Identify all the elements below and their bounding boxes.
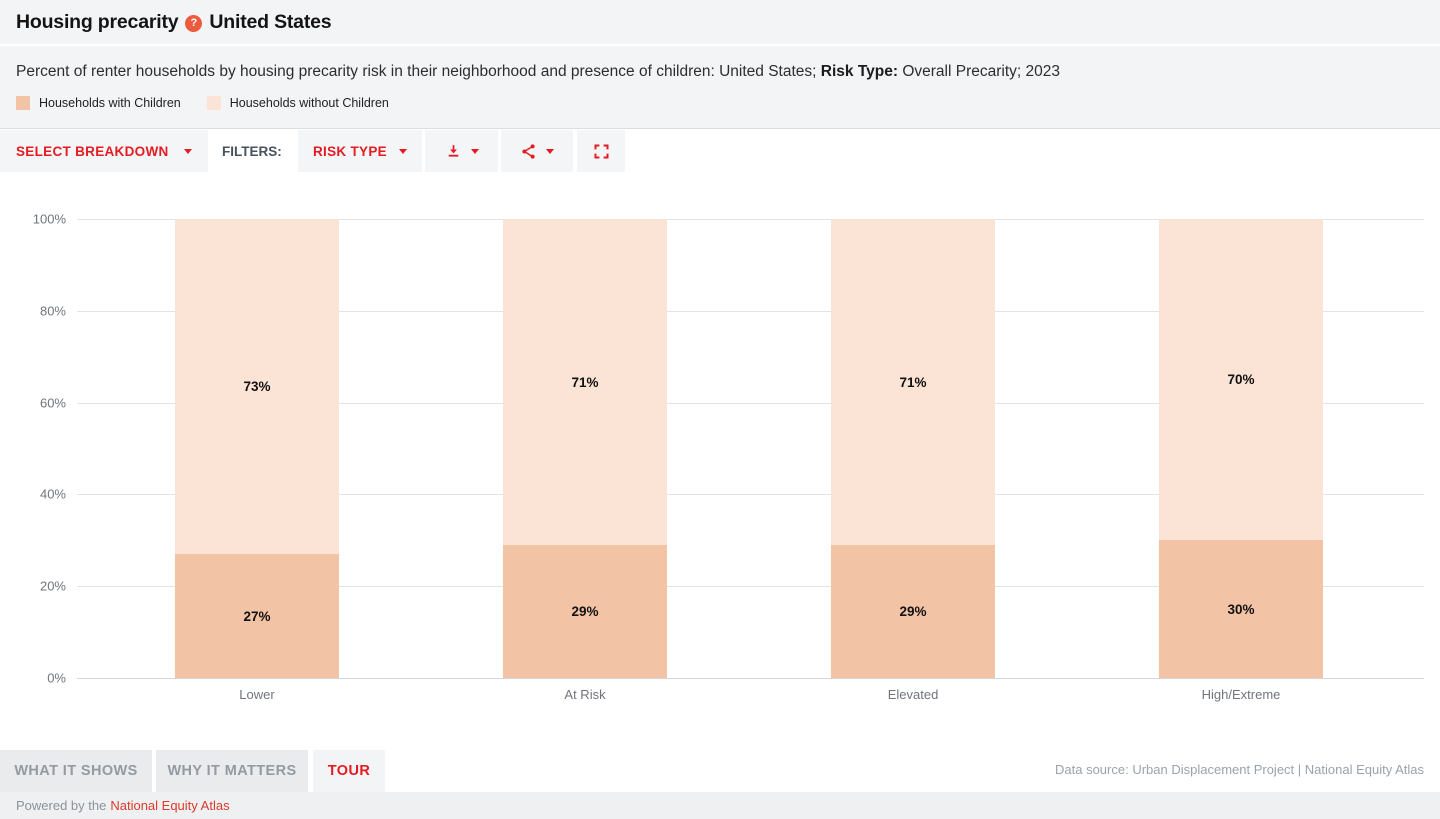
y-axis-tick: 80% xyxy=(39,303,66,319)
legend-swatch-without-children xyxy=(207,96,221,110)
subtitle-bold: Risk Type: xyxy=(820,63,899,80)
share-button[interactable] xyxy=(501,130,573,172)
chevron-down-icon xyxy=(471,149,479,154)
bar-segment-without-children[interactable] xyxy=(503,219,667,545)
chevron-down-icon xyxy=(546,149,554,154)
share-icon xyxy=(520,143,537,160)
x-axis-category-label: Elevated xyxy=(887,687,939,702)
y-axis-tick: 0% xyxy=(47,670,66,686)
chevron-down-icon xyxy=(184,149,192,154)
download-button[interactable] xyxy=(425,130,498,172)
bottom-tabs xyxy=(0,750,385,792)
bar-segment-with-children[interactable] xyxy=(831,545,995,678)
legend-swatch-with-children xyxy=(16,96,30,110)
gridline xyxy=(77,678,1424,679)
legend-item-without-children xyxy=(207,96,389,110)
legend-label: Households without Children xyxy=(229,96,389,110)
bar-value-label: 29% xyxy=(571,604,599,619)
chart-subtitle xyxy=(16,62,1424,81)
bar-value-label: 70% xyxy=(1227,372,1255,387)
bar-segment-without-children[interactable] xyxy=(831,219,995,545)
download-icon xyxy=(445,143,462,160)
title-left: Housing precarity xyxy=(16,10,179,33)
bar-value-label: 71% xyxy=(571,374,599,390)
x-axis-category-label: At Risk xyxy=(564,687,606,702)
select-breakdown-label: SELECT BREAKDOWN xyxy=(16,143,169,159)
toolbar xyxy=(0,130,625,172)
footer xyxy=(0,792,1440,819)
subheader xyxy=(0,46,1440,129)
legend-item-with-children xyxy=(16,96,181,110)
fullscreen-button[interactable] xyxy=(577,130,625,172)
bar-segment-without-children[interactable] xyxy=(175,219,339,554)
tab-why-it-matters[interactable]: WHY IT MATTERS xyxy=(156,750,308,792)
legend-label: Households with Children xyxy=(39,96,181,110)
chevron-down-icon xyxy=(399,149,407,154)
bar-value-label: 27% xyxy=(243,608,271,624)
y-axis-tick: 100% xyxy=(32,211,66,227)
tab-what-it-shows[interactable]: WHAT IT SHOWS xyxy=(0,750,152,792)
bar-segment-with-children[interactable] xyxy=(175,554,339,678)
bar-chart xyxy=(0,174,1440,745)
bar-segment-with-children[interactable] xyxy=(503,545,667,678)
x-axis-category-label: Lower xyxy=(239,687,275,702)
bar-value-label: 73% xyxy=(243,379,271,394)
select-breakdown-dropdown[interactable] xyxy=(0,130,208,172)
y-axis-tick: 40% xyxy=(39,486,66,502)
bar-value-label: 30% xyxy=(1227,601,1255,617)
fullscreen-icon xyxy=(593,143,610,160)
help-icon[interactable]: ? xyxy=(185,15,202,32)
bar-value-label: 29% xyxy=(899,604,927,619)
legend xyxy=(16,96,1424,110)
tab-tour[interactable]: TOUR xyxy=(313,750,385,792)
header xyxy=(0,0,1440,44)
subtitle-part1: Percent of renter households by housing precarity risk in their neighborhood and presence of children: United States; xyxy=(16,63,821,80)
y-axis-tick: 60% xyxy=(39,395,66,411)
powered-by-text: Powered by the xyxy=(16,798,107,813)
y-axis-tick: 20% xyxy=(39,578,66,594)
subtitle-part2: Overall Precarity; 2023 xyxy=(898,63,1060,80)
risk-type-label: RISK TYPE xyxy=(313,143,387,159)
bar-segment-without-children[interactable] xyxy=(1159,219,1323,540)
bar-segment-with-children[interactable] xyxy=(1159,540,1323,678)
title-right: United States xyxy=(209,10,332,33)
risk-type-dropdown[interactable] xyxy=(298,130,422,172)
data-source-text: Data source: Urban Displacement Project | National Equity Atlas xyxy=(1055,762,1424,777)
filters-label: FILTERS: xyxy=(222,143,282,159)
x-axis-category-label: High/Extreme xyxy=(1201,687,1281,702)
national-equity-atlas-link[interactable]: National Equity Atlas xyxy=(110,798,230,813)
bar-value-label: 71% xyxy=(899,374,927,390)
page-title xyxy=(16,11,331,34)
